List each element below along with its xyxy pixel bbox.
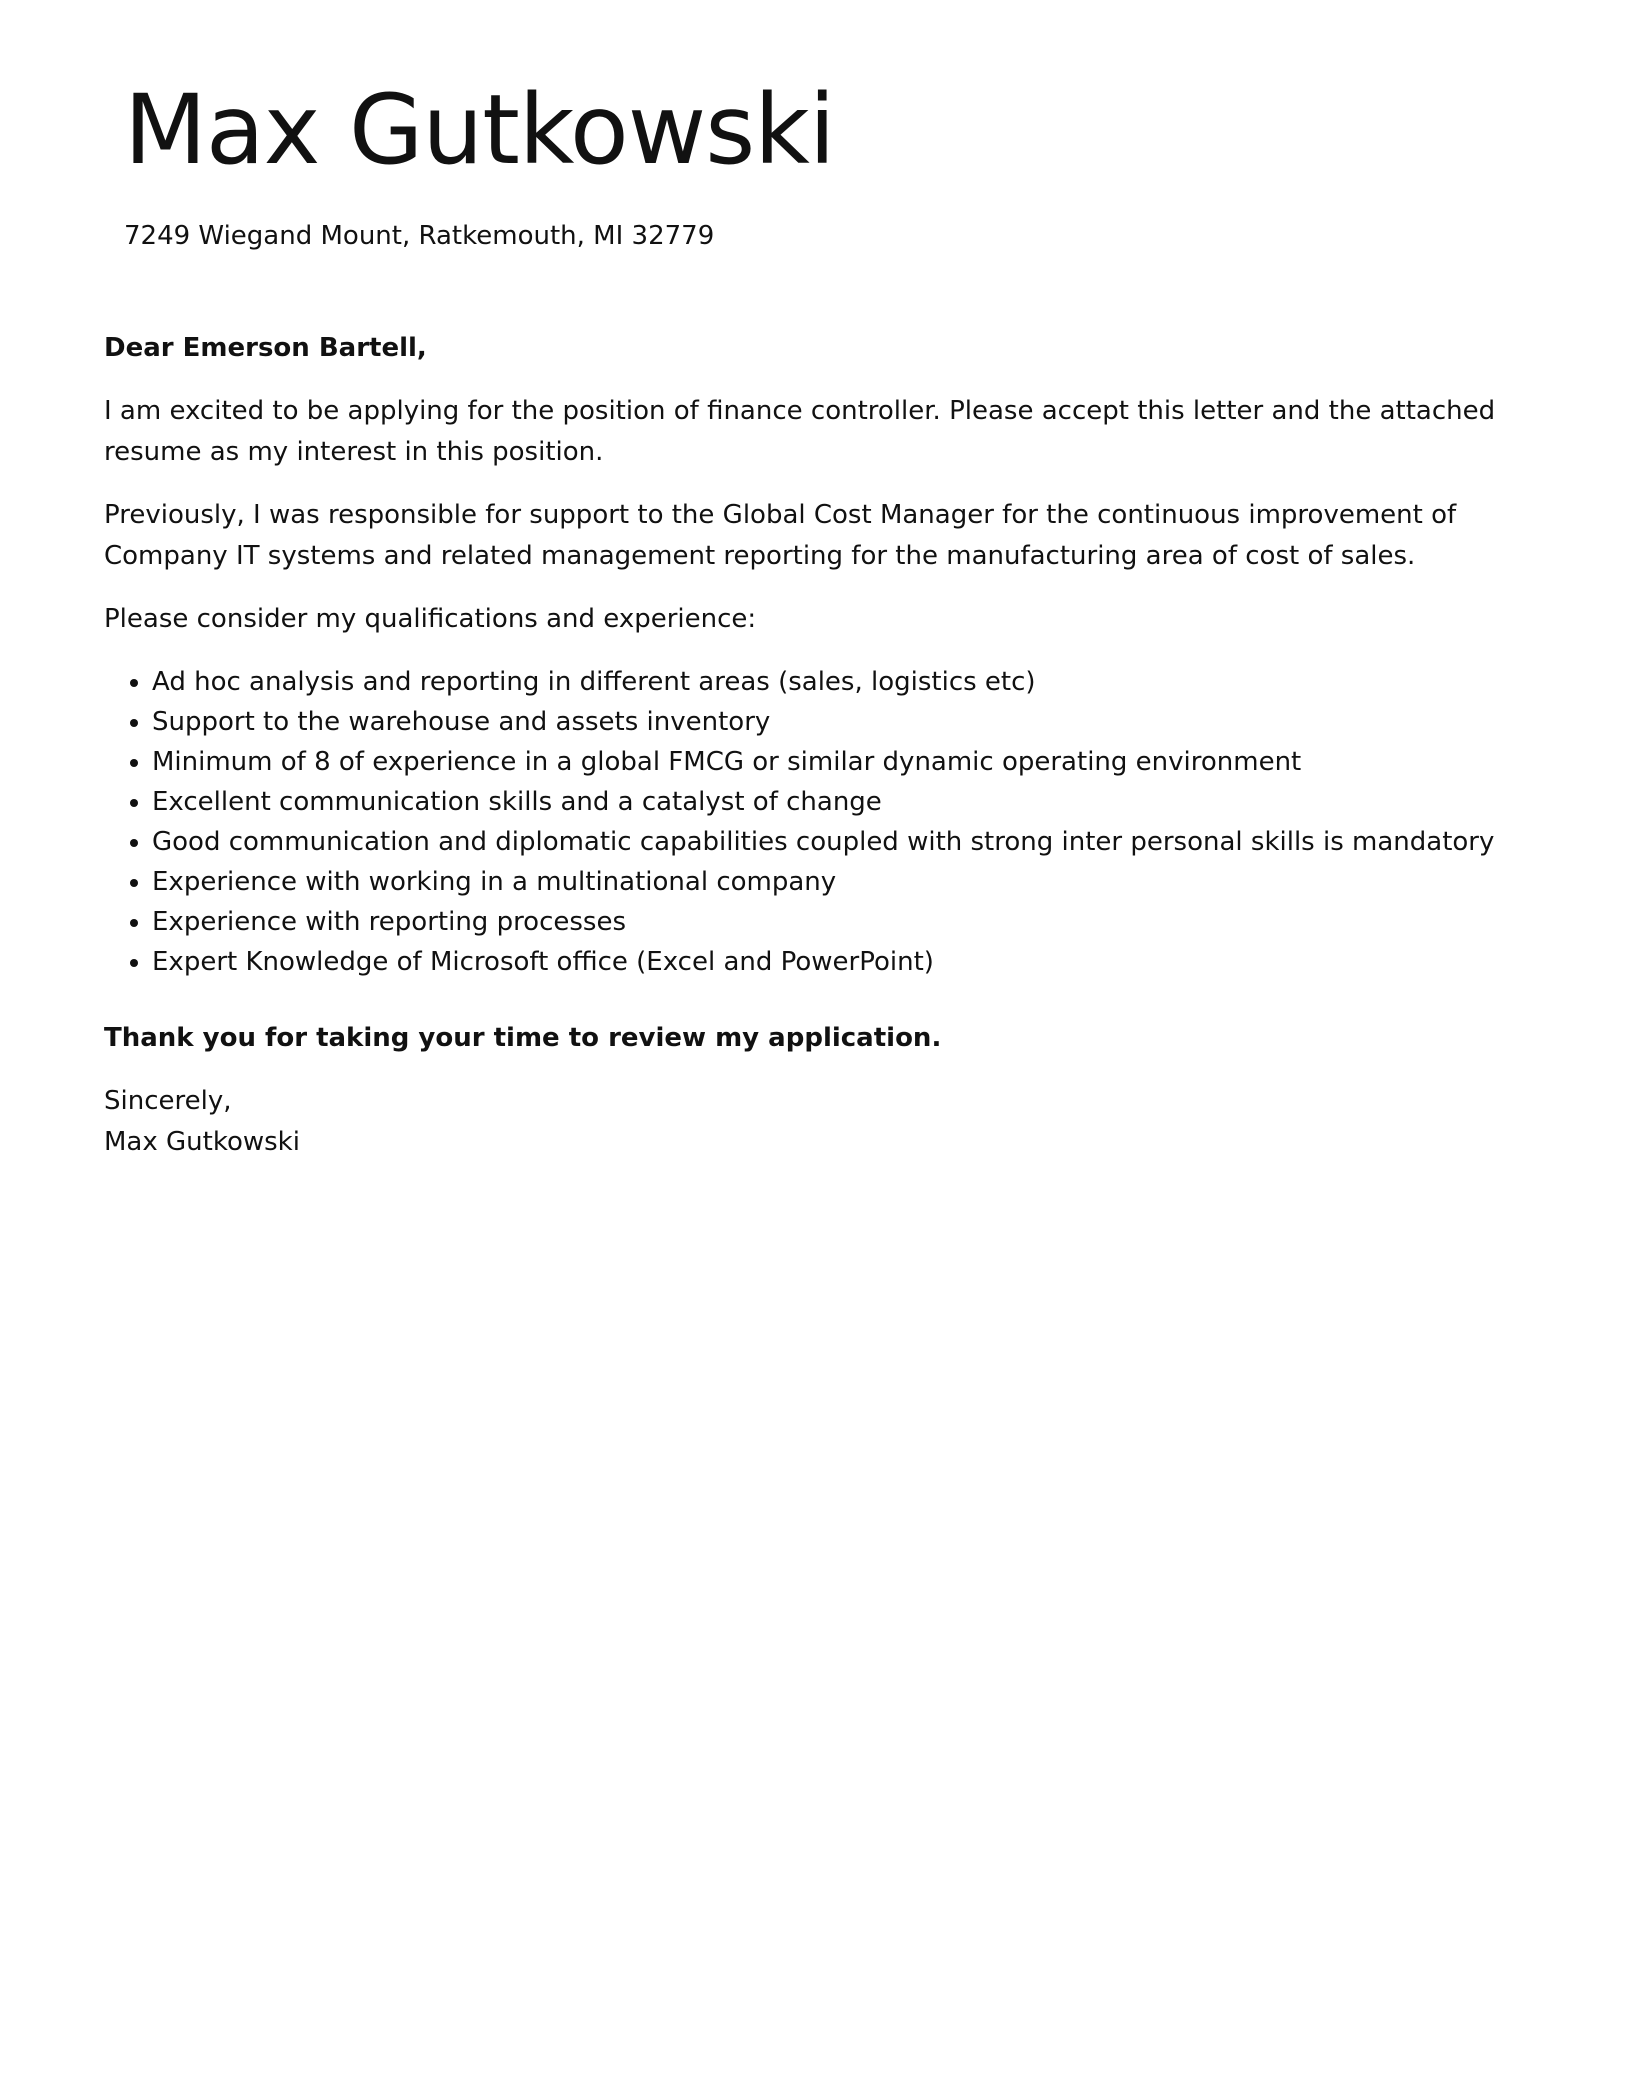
salutation: Dear Emerson Bartell, (104, 333, 427, 363)
paragraph-qualifications-intro: Please consider my qualifications and experience: (104, 604, 757, 634)
list-item: • Experience with working in a multinational company (152, 862, 1544, 902)
list-item: • Good communication and diplomatic capabilities coupled with strong inter personal skills is mandatory (152, 822, 1544, 862)
sender-address: 7249 Wiegand Mount, Ratkemouth, MI 32779 (124, 221, 715, 251)
paragraph-experience: Previously, I was responsible for support to the Global Cost Manager for the continuous improvement of Company IT systems and related management reporting for the manufacturing area of cost of sales. (104, 500, 1457, 571)
list-item: • Excellent communication skills and a catalyst of change (152, 782, 1544, 822)
signature-name: Max Gutkowski (104, 1127, 300, 1157)
closing-line: Thank you for taking your time to review my application. (104, 1023, 942, 1053)
list-item: • Support to the warehouse and assets inventory (152, 702, 1544, 742)
list-item: • Experience with reporting processes (152, 902, 1544, 942)
sender-name: Max Gutkowski (124, 74, 835, 186)
qualifications-list (104, 662, 1544, 982)
list-item: • Expert Knowledge of Microsoft office (Excel and PowerPoint) (152, 942, 1544, 982)
signoff: Sincerely, (104, 1086, 232, 1116)
letter-header (124, 74, 1524, 254)
list-item: • Minimum of 8 of experience in a global FMCG or similar dynamic operating environment (152, 742, 1544, 782)
list-item: • Ad hoc analysis and reporting in different areas (sales, logistics etc) (152, 662, 1544, 702)
letter-body (104, 328, 1544, 1163)
paragraph-intro: I am excited to be applying for the position of finance controller. Please accept this letter and the attached resume as my interest in this position. (104, 396, 1496, 467)
